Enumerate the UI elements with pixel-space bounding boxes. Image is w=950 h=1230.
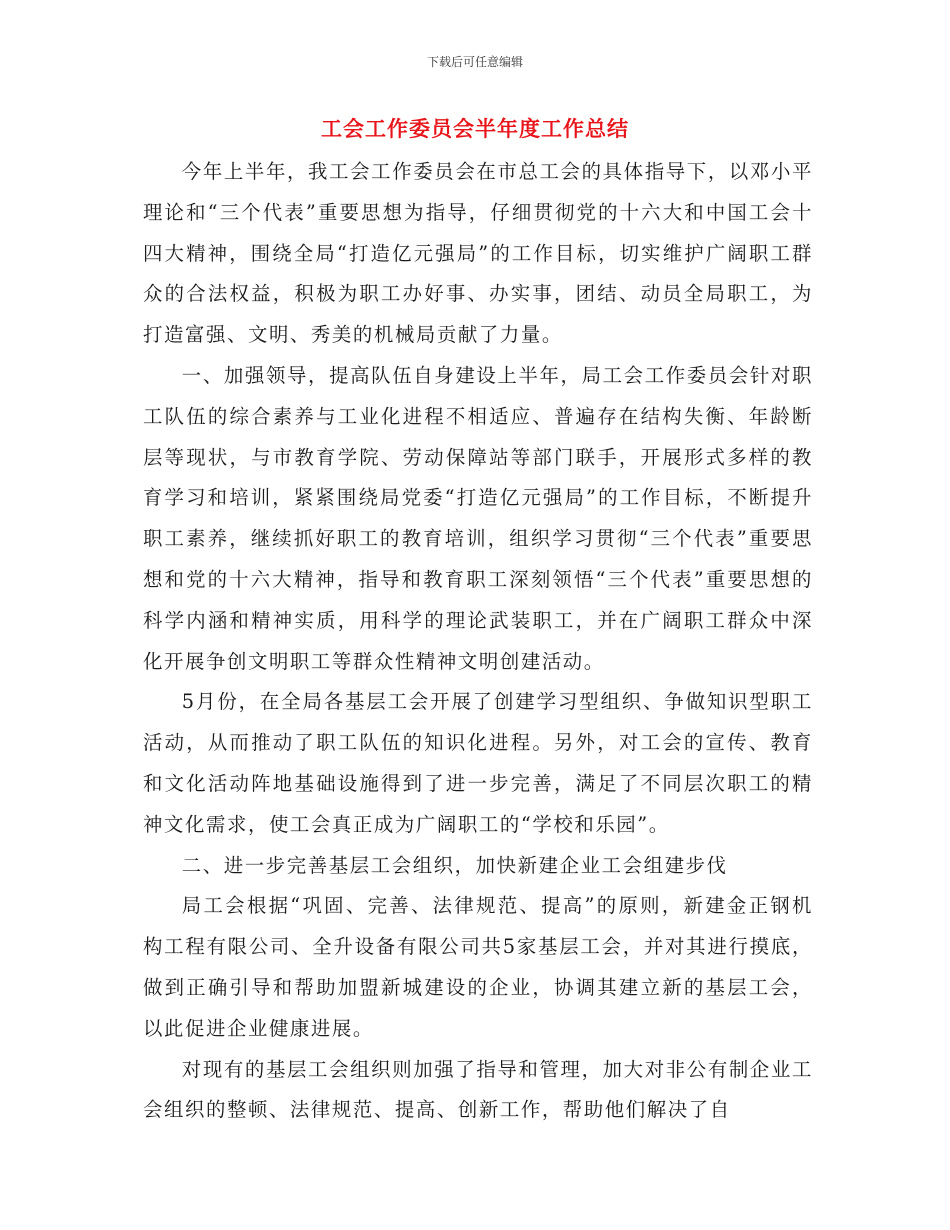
paragraph-existing-unions: 对现有的基层工会组织则加强了指导和管理，加大对非公有制企业工会组织的整顿、法律规范、提高、创新工作，帮助他们解决了自: [143, 1057, 813, 1122]
paragraph-may-activities: 5月份，在全局各基层工会开展了创建学习型组织、争做知识型职工活动，从而推动了职工队伍的知识化进程。另外，对工会的宣传、教育和文化活动阵地基础设施得到了进一步完善，满足了不同层次职工的精神文化需求，使工会真正成为广阔职工的“学校和乐园”。: [143, 690, 813, 836]
paragraph-section-one: 一、加强领导，提高队伍自身建设上半年，局工会工作委员会针对职工队伍的综合素养与工业化进程不相适应、普遍存在结构失衡、年龄断层等现状，与市教育学院、劳动保障站等部门联手，开展形式多样的教育学习和培训，紧紧围绕局党委“打造亿元强局”的工作目标，不断提升职工素养，继续抓好职工的教育培训，组织学习贯彻“三个代表”重要思想和党的十六大精神，指导和教育职工深刻领悟“三个代表”重要思想的科学内涵和精神实质，用科学的理论武装职工，并在广阔职工群众中深化开展争创文明职工等群众性精神文明创建活动。: [143, 363, 813, 673]
document-body: [143, 152, 813, 1131]
paragraph-intro: 今年上半年，我工会工作委员会在市总工会的具体指导下，以邓小平理论和“三个代表”重要思想为指导，仔细贯彻党的十六大和中国工会十四大精神，围绕全局“打造亿元强局”的工作目标，切实维护广阔职工群众的合法权益，积极为职工办好事、办实事，团结、动员全局职工，为打造富强、文明、秀美的机械局贡献了力量。: [143, 160, 813, 347]
section-two-heading: 二、进一步完善基层工会组织，加快新建企业工会组建步伐: [181, 853, 728, 877]
header-note: 下载后可任意编辑: [426, 55, 523, 69]
paragraph-new-unions: 局工会根据“巩固、完善、法律规范、提高”的原则，新建金正钢机构工程有限公司、全升设备有限公司共5家基层工会，并对其进行摸底，做到正确引导和帮助加盟新城建设的企业，协调其建立新的基层工会，以此促进企业健康进展。: [143, 894, 813, 1040]
document-title: 工会工作委员会半年度工作总结: [321, 116, 629, 141]
